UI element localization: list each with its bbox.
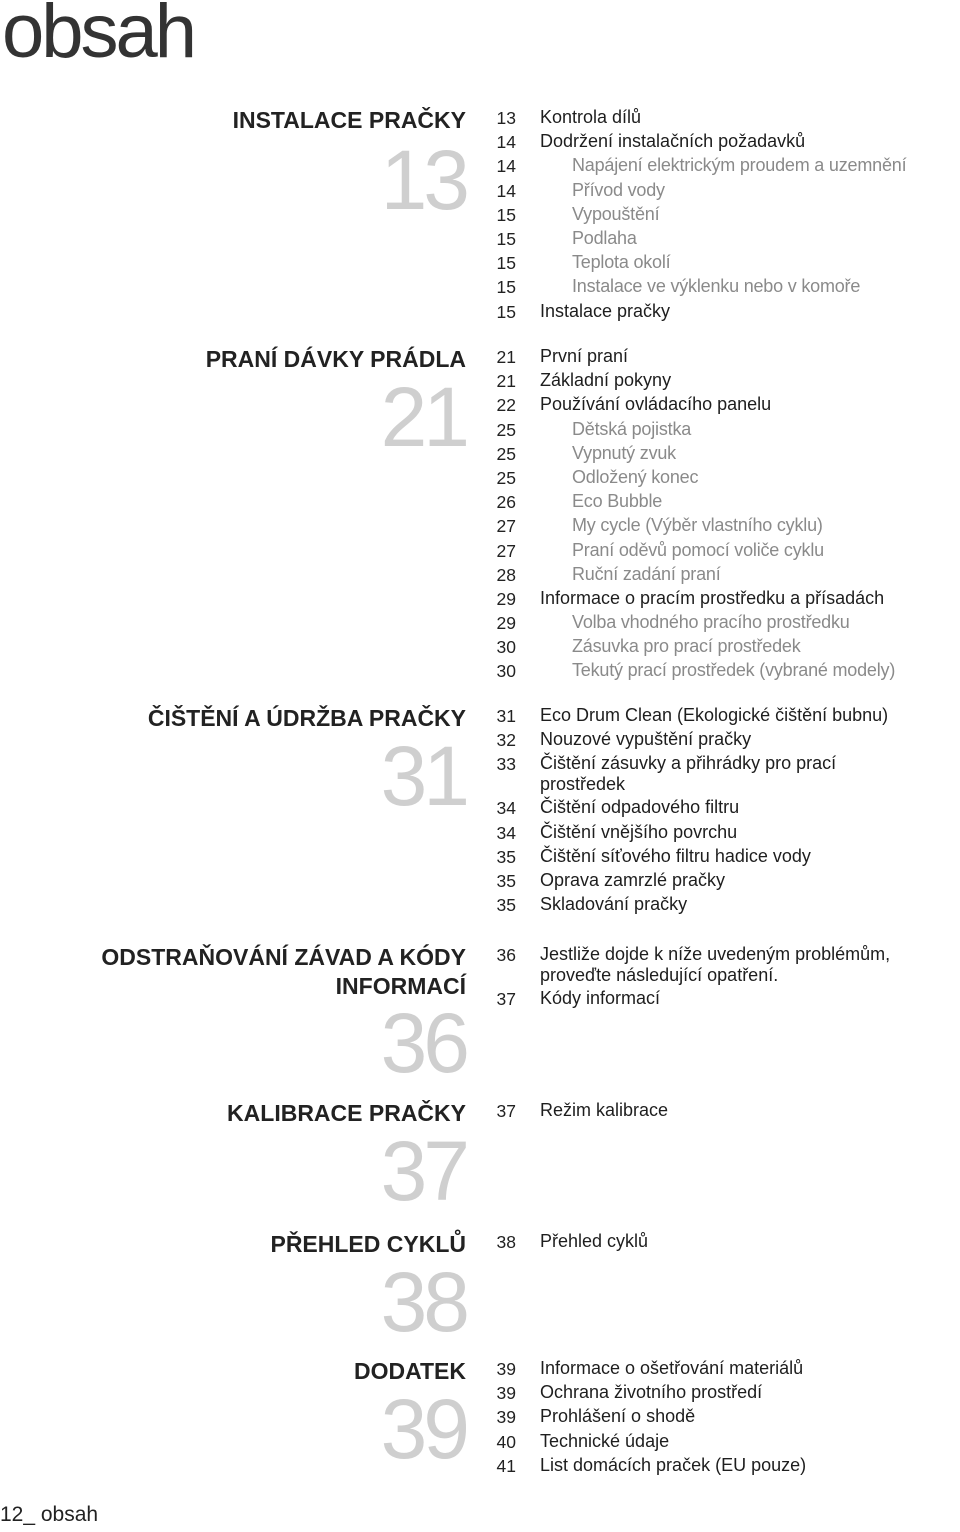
entry-label: Praní oděvů pomocí voliče cyklu <box>572 539 824 560</box>
page-number: 29 <box>496 613 516 634</box>
page-number: 41 <box>496 1455 516 1476</box>
page-number: 15 <box>496 204 516 225</box>
page-number: 40 <box>496 1431 516 1452</box>
entry-label: První praní <box>540 346 629 366</box>
page-number: 25 <box>496 443 516 464</box>
entry-label: Vypnutý zvuk <box>572 442 676 463</box>
entry-label: Informace o pracím prostředku a přísadách <box>540 587 885 608</box>
entry-label: Jestliže dojde k níže uvedeným problémům, proveďte následující opatření. <box>540 944 891 985</box>
toc-entry[interactable] <box>470 393 950 417</box>
entry-label: Přívod vody <box>572 179 665 200</box>
page-number: 39 <box>496 1407 516 1428</box>
section-number: 13 <box>380 133 466 227</box>
toc-subentry[interactable] <box>470 635 950 659</box>
section-number: 37 <box>380 1124 466 1218</box>
page-number: 30 <box>496 637 516 658</box>
page-number: 31 <box>496 706 516 726</box>
entry-label: Zásuvka pro prací prostředek <box>572 636 801 657</box>
page-number: 28 <box>496 564 516 585</box>
entry-label: Dodržení instalačních požadavků <box>540 131 806 152</box>
page-number: 29 <box>496 588 516 609</box>
entry-label: Čištění odpadového filtru <box>540 797 740 818</box>
page-number: 34 <box>496 798 516 819</box>
toc-subentry[interactable] <box>470 418 950 442</box>
section-heading-line: INFORMACÍ <box>335 973 466 999</box>
toc-subentry[interactable] <box>470 179 950 203</box>
toc-entry[interactable] <box>470 1405 950 1429</box>
page-number: 37 <box>496 989 516 1009</box>
page-number: 39 <box>496 1383 516 1404</box>
entry-label: Instalace ve výklenku nebo v komoře <box>572 276 861 297</box>
entry-label: Čištění vnějšího povrchu <box>540 821 738 842</box>
section-heading[interactable] <box>101 943 466 1001</box>
entry-label: Odložený konec <box>572 466 699 487</box>
entry-list <box>470 1099 950 1123</box>
entry-label: Instalace pračky <box>540 300 671 321</box>
page-number: 35 <box>496 895 516 916</box>
page-number: 14 <box>496 180 516 201</box>
entry-label: Kontrola dílů <box>540 107 642 127</box>
toc-entry[interactable] <box>470 1454 950 1478</box>
section-number: 38 <box>380 1255 466 1349</box>
page-number: 15 <box>496 228 516 249</box>
section-heading[interactable]: PRANÍ DÁVKY PRÁDLA <box>205 346 466 372</box>
entry-list <box>470 345 950 684</box>
entry-label: My cycle (Výběr vlastního cyklu) <box>572 515 823 536</box>
toc-entry[interactable] <box>470 345 950 369</box>
section-heading[interactable]: PŘEHLED CYKLŮ <box>270 1231 466 1257</box>
page-number: 21 <box>496 347 516 367</box>
entry-label: Režim kalibrace <box>540 1100 669 1120</box>
toc-entry[interactable] <box>470 130 950 154</box>
page-number: 25 <box>496 419 516 440</box>
page-number: 22 <box>496 395 516 416</box>
entry-label: Přehled cyklů <box>540 1231 649 1251</box>
entry-label: Technické údaje <box>540 1430 670 1451</box>
toc-subentry[interactable] <box>470 539 950 563</box>
entry-list <box>470 1357 950 1478</box>
entry-label: Ruční zadání praní <box>572 563 721 584</box>
entry-label: Nouzové vypuštění pračky <box>540 729 752 750</box>
toc-subentry[interactable] <box>470 251 950 275</box>
toc-entry[interactable] <box>470 1230 950 1254</box>
toc-subentry[interactable] <box>470 203 950 227</box>
entry-label: Oprava zamrzlé pračky <box>540 869 726 890</box>
toc-entry[interactable] <box>470 1381 950 1405</box>
toc-subentry[interactable] <box>470 514 950 538</box>
page-number: 35 <box>496 870 516 891</box>
page-number: 27 <box>496 540 516 561</box>
entry-label: Kódy informací <box>540 988 661 1008</box>
toc-entry[interactable] <box>470 1099 950 1123</box>
page-number: 26 <box>496 492 516 513</box>
toc-entry[interactable] <box>470 587 950 611</box>
section-heading-line: ODSTRAŇOVÁNÍ ZÁVAD A KÓDY <box>101 944 466 970</box>
toc-entry[interactable] <box>470 943 950 987</box>
page-number: 39 <box>496 1359 516 1379</box>
page-number: 14 <box>496 156 516 177</box>
toc-entry[interactable] <box>470 893 950 917</box>
toc-entry[interactable] <box>470 1430 950 1454</box>
section-number: 36 <box>380 996 466 1090</box>
entry-label: List domácích praček (EU pouze) <box>540 1454 807 1475</box>
toc-entry[interactable] <box>470 845 950 869</box>
toc-entry[interactable] <box>470 869 950 893</box>
page-number: 21 <box>496 371 516 392</box>
entry-list <box>470 106 950 324</box>
entry-label: Čištění síťového filtru hadice vody <box>540 845 811 866</box>
section-heading[interactable]: DODATEK <box>353 1358 466 1384</box>
entry-label: Čištění zásuvky a přihrádky pro prací prostředek <box>540 753 837 795</box>
toc-entry[interactable] <box>470 987 950 1011</box>
page-number: 38 <box>496 1232 516 1252</box>
entry-list <box>470 1230 950 1254</box>
toc-subentry[interactable] <box>470 563 950 587</box>
toc-entry[interactable] <box>470 728 950 752</box>
toc-subentry[interactable] <box>470 659 950 683</box>
toc-subentry[interactable] <box>470 227 950 251</box>
entry-label: Tekutý prací prostředek (vybrané modely) <box>572 660 896 681</box>
toc-entry[interactable] <box>470 106 950 130</box>
section-number: 39 <box>380 1382 466 1476</box>
toc-entry[interactable] <box>470 704 950 728</box>
entry-list <box>470 704 950 917</box>
entry-label: Prohlášení o shodě <box>540 1406 696 1427</box>
page-number: 14 <box>496 132 516 153</box>
page-number: 37 <box>496 1101 516 1121</box>
entry-label: Ochrana životního prostředí <box>540 1382 763 1403</box>
entry-label: Používání ovládacího panelu <box>540 394 772 415</box>
toc-subentry[interactable] <box>470 442 950 466</box>
entry-list <box>470 943 950 1011</box>
entry-label: Podlaha <box>572 227 637 248</box>
toc-entry[interactable] <box>470 821 950 845</box>
entry-label: Vypouštění <box>572 203 660 224</box>
toc-subentry[interactable] <box>470 275 950 299</box>
page-number: 25 <box>496 467 516 488</box>
page-number: 36 <box>496 945 516 965</box>
toc-entry[interactable] <box>470 752 950 796</box>
page-number: 13 <box>496 108 516 128</box>
entry-label: Volba vhodného pracího prostředku <box>572 612 850 633</box>
entry-label: Dětská pojistka <box>572 418 692 439</box>
entry-label: Teplota okolí <box>572 252 671 273</box>
entry-label: Skladování pračky <box>540 894 688 915</box>
section-number: 21 <box>380 370 466 464</box>
section-heading[interactable]: ČIŠTĚNÍ A ÚDRŽBA PRAČKY <box>147 705 466 731</box>
toc-entry[interactable] <box>470 1357 950 1381</box>
page-footer: 12_ obsah <box>0 1503 99 1526</box>
toc-subentry[interactable] <box>470 611 950 635</box>
page-number: 15 <box>496 253 516 274</box>
page-number: 33 <box>496 754 516 775</box>
section-heading[interactable]: KALIBRACE PRAČKY <box>227 1100 466 1126</box>
page-number: 27 <box>496 516 516 537</box>
toc-entry[interactable] <box>470 369 950 393</box>
page-number: 15 <box>496 301 516 322</box>
toc-subentry[interactable] <box>470 466 950 490</box>
page-number: 34 <box>496 822 516 843</box>
entry-label: Napájení elektrickým proudem a uzemnění <box>572 155 907 176</box>
toc-subentry[interactable] <box>470 154 950 178</box>
section-number: 31 <box>380 729 466 823</box>
entry-label: Eco Bubble <box>572 491 663 512</box>
page-number: 32 <box>496 730 516 751</box>
section-heading[interactable]: INSTALACE PRAČKY <box>232 107 466 133</box>
page-number: 30 <box>496 661 516 682</box>
toc-entry[interactable] <box>470 796 950 820</box>
entry-label: Eco Drum Clean (Ekologické čištění bubnu) <box>540 705 889 725</box>
toc-entry[interactable] <box>470 300 950 324</box>
toc-subentry[interactable] <box>470 490 950 514</box>
page-number: 35 <box>496 846 516 867</box>
page-title: obsah <box>2 0 195 74</box>
page-number: 15 <box>496 277 516 298</box>
entry-label: Základní pokyny <box>540 370 672 391</box>
entry-label: Informace o ošetřování materiálů <box>540 1358 804 1378</box>
